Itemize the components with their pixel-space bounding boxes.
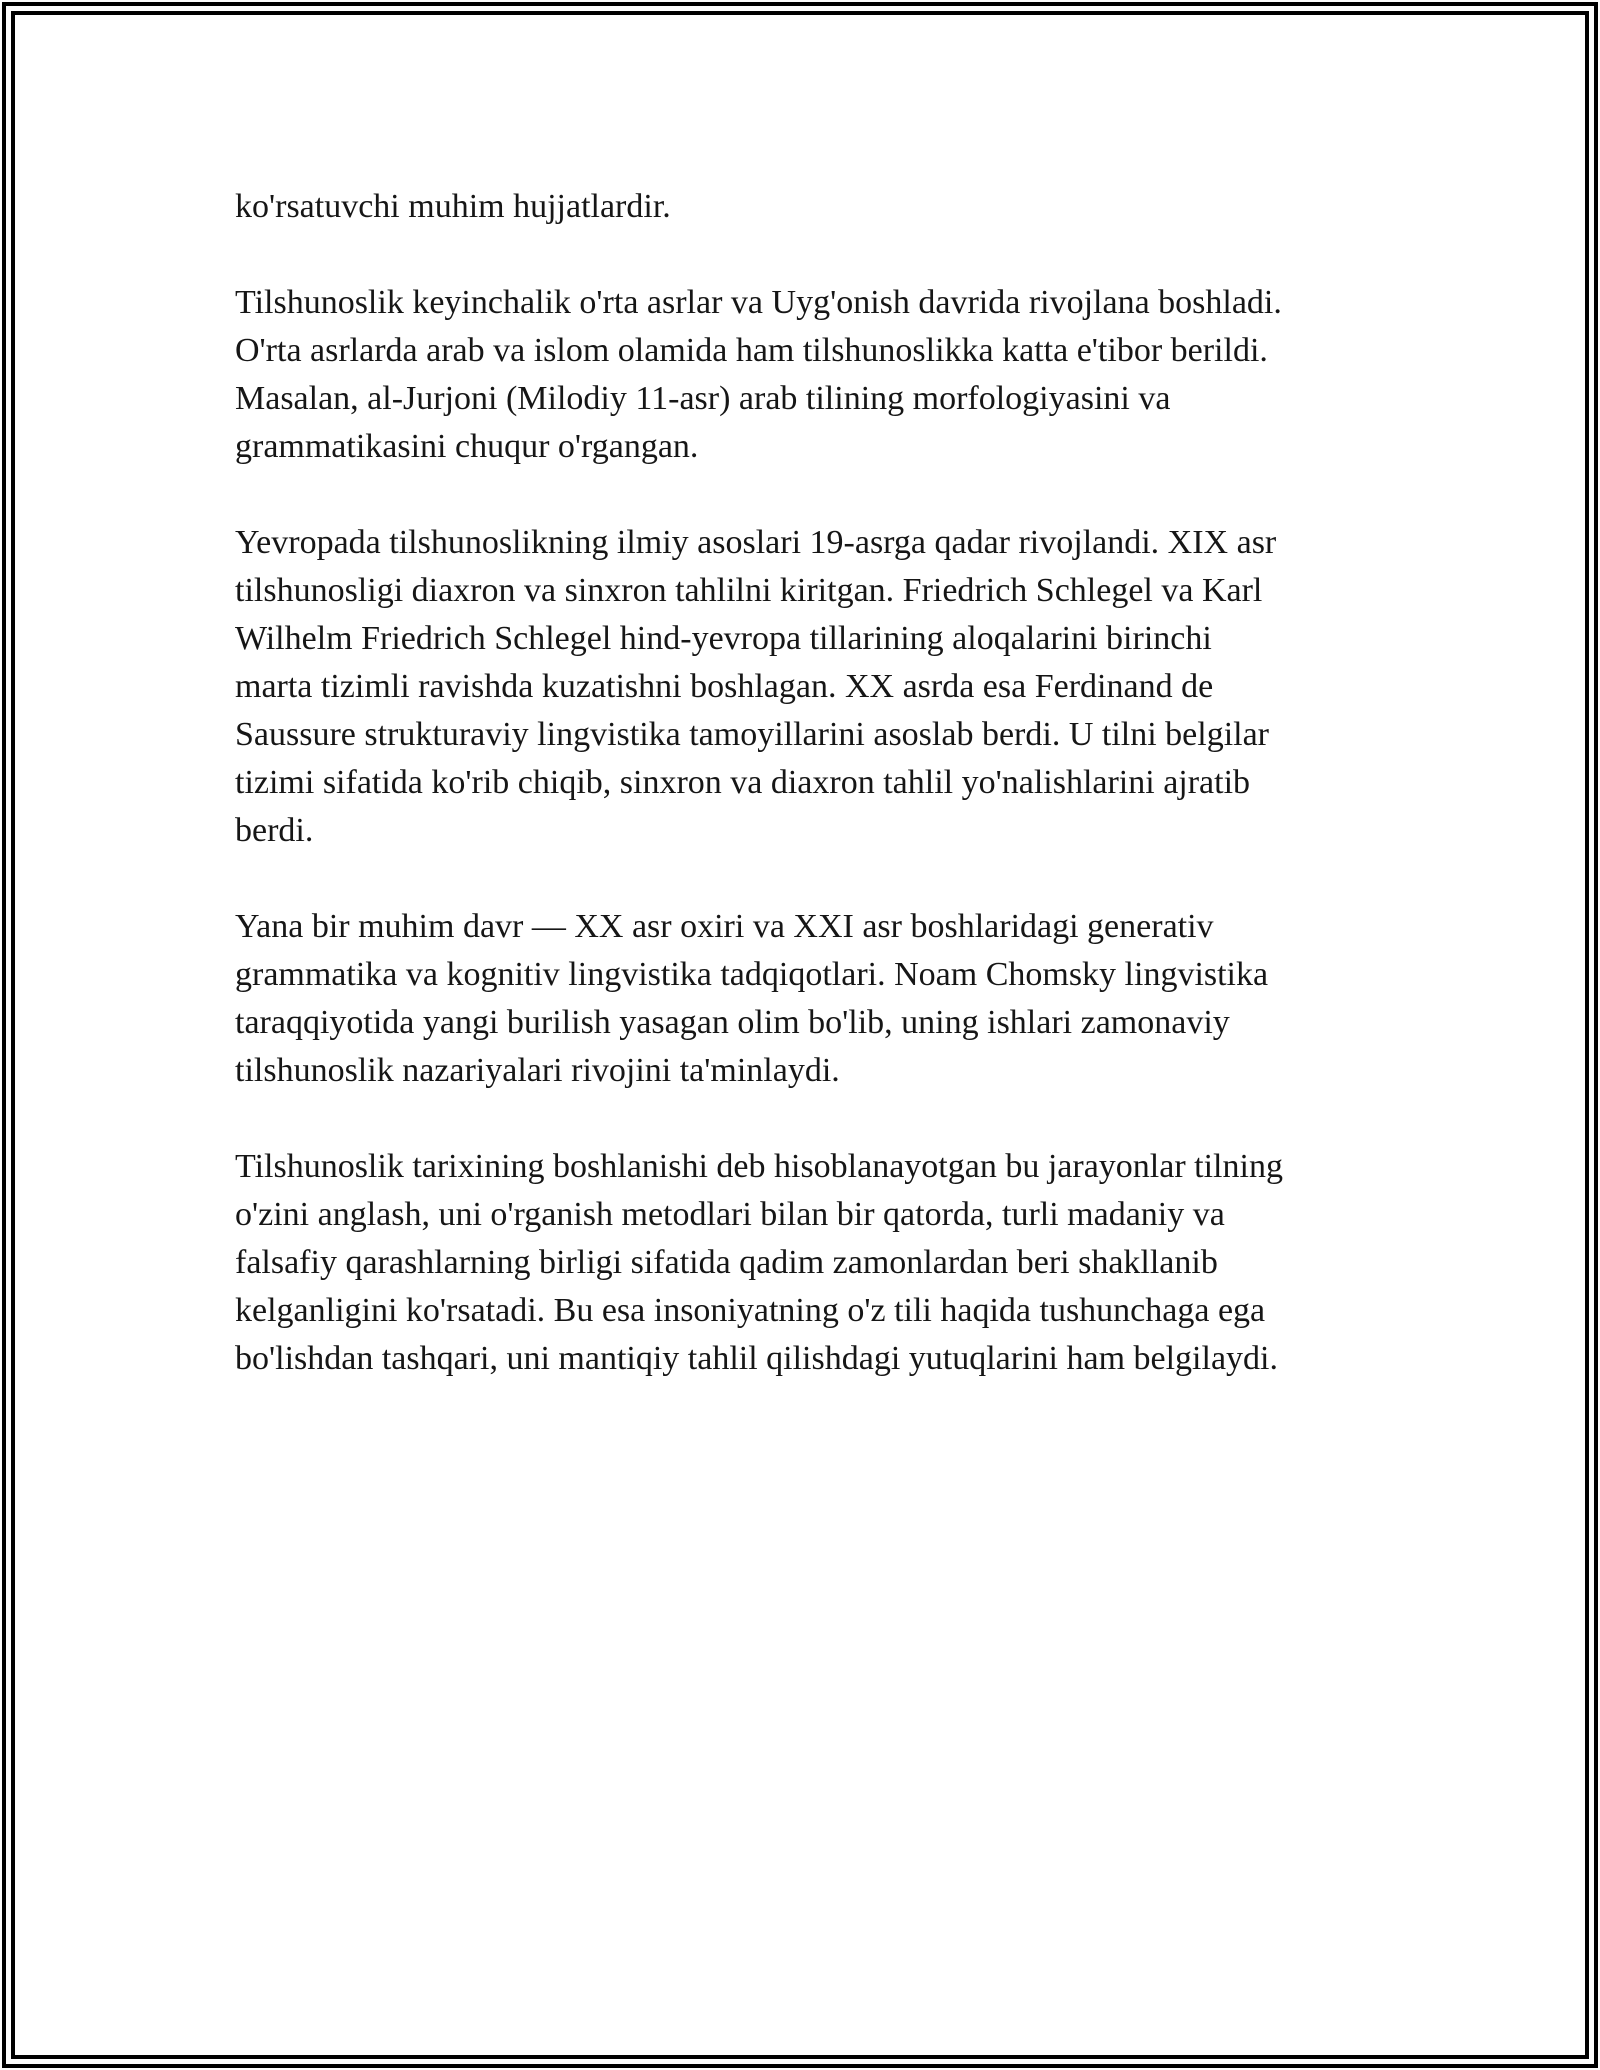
text-line: tilshunoslik nazariyalari rivojini ta'minlaydi. [235, 1052, 840, 1089]
text-line: Masalan, al-Jurjoni (Milodiy 11-asr) arab tilining morfologiyasini va [235, 380, 1171, 417]
text-line: tizimi sifatida ko'rib chiqib, sinxron va diaxron tahlil yo'nalishlarini ajratib [235, 764, 1251, 801]
paragraph [235, 183, 1400, 231]
text-line: Saussure strukturaviy lingvistika tamoyillarini asoslab berdi. U tilni belgilar [235, 716, 1269, 753]
text-line: Tilshunoslik keyinchalik o'rta asrlar va Uyg'onish davrida rivojlana boshladi. [235, 284, 1282, 321]
text-line: ko'rsatuvchi muhim hujjatlardir. [235, 188, 671, 225]
text-line: Wilhelm Friedrich Schlegel hind-yevropa tillarining aloqalarini birinchi [235, 620, 1212, 657]
text-line: taraqqiyotida yangi burilish yasagan olim bo'lib, uning ishlari zamonaviy [235, 1004, 1230, 1041]
paragraph [235, 1143, 1400, 1383]
document-body [235, 183, 1400, 1383]
text-line: tilshunosligi diaxron va sinxron tahlilni kiritgan. Friedrich Schlegel va Karl [235, 572, 1263, 609]
paragraph [235, 279, 1400, 471]
text-line: kelganligini ko'rsatadi. Bu esa insoniyatning o'z tili haqida tushunchaga ega [235, 1292, 1266, 1329]
text-line: marta tizimli ravishda kuzatishni boshlagan. XX asrda esa Ferdinand de [235, 668, 1214, 705]
paragraph [235, 903, 1400, 1095]
text-line: Yana bir muhim davr — XX asr oxiri va XXI asr boshlaridagi generativ [235, 908, 1214, 945]
paragraph [235, 519, 1400, 855]
text-line: grammatika va kognitiv lingvistika tadqiqotlari. Noam Chomsky lingvistika [235, 956, 1269, 993]
text-line: Tilshunoslik tarixining boshlanishi deb hisoblanayotgan bu jarayonlar tilning [235, 1148, 1283, 1185]
text-line: berdi. [235, 812, 314, 849]
text-line: grammatikasini chuqur o'rgangan. [235, 428, 699, 465]
text-line: falsafiy qarashlarning birligi sifatida qadim zamonlardan beri shakllanib [235, 1244, 1218, 1281]
text-line: Yevropada tilshunoslikning ilmiy asoslari 19-asrga qadar rivojlandi. XIX asr [235, 524, 1277, 561]
text-line: o'zini anglash, uni o'rganish metodlari bilan bir qatorda, turli madaniy va [235, 1196, 1225, 1233]
text-line: bo'lishdan tashqari, uni mantiqiy tahlil qilishdagi yutuqlarini ham belgilaydi. [235, 1340, 1278, 1377]
text-line: O'rta asrlarda arab va islom olamida ham tilshunoslikka katta e'tibor berildi. [235, 332, 1268, 369]
